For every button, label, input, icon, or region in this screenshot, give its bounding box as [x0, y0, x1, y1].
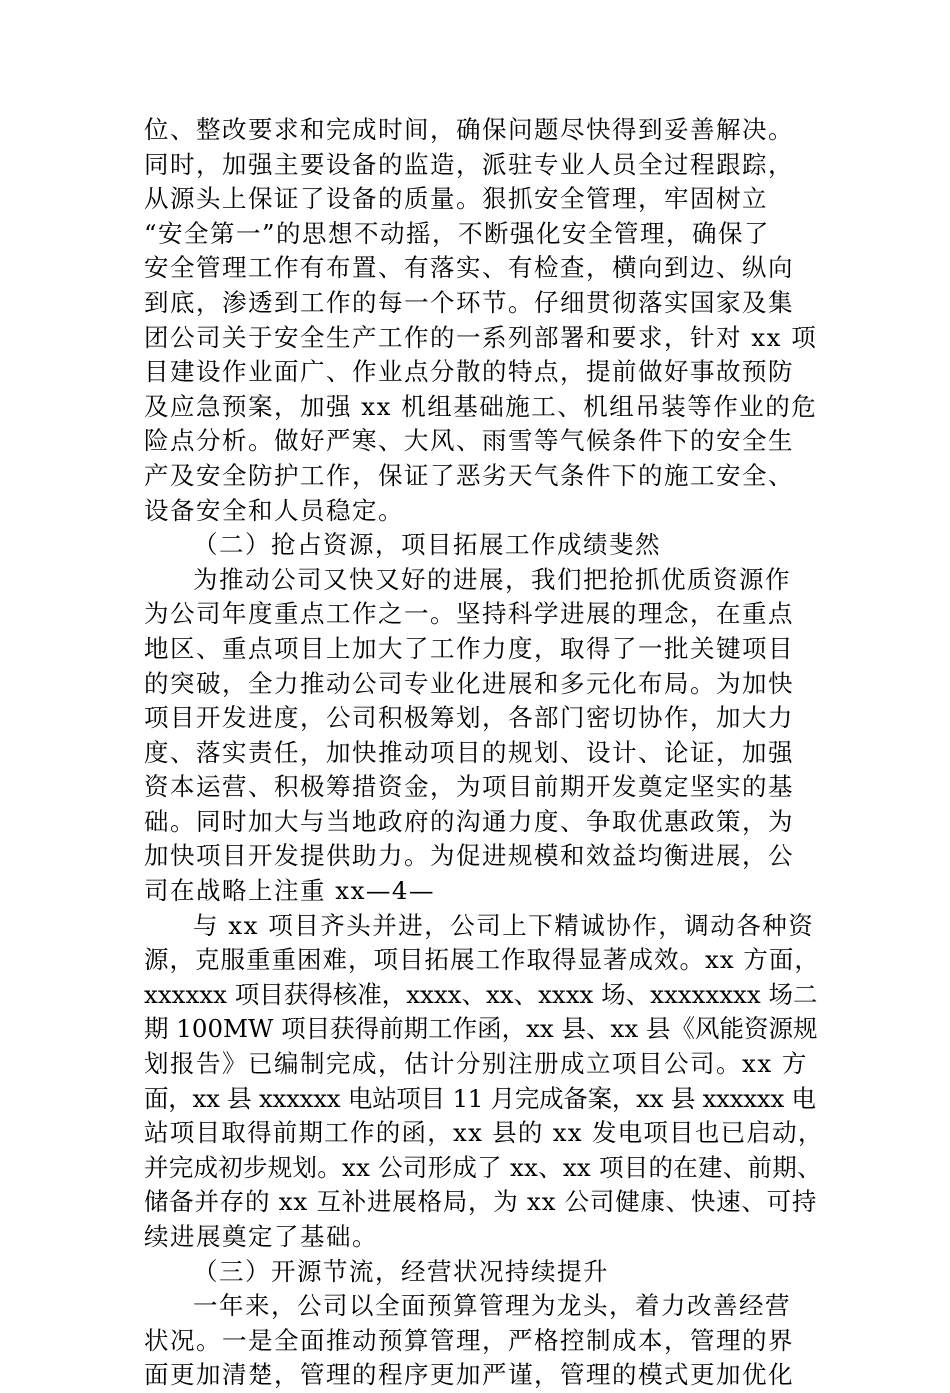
text-line: 站项目取得前期工作的函，xx 县的 xx 发电项目也已启动，	[144, 1118, 824, 1148]
text-line: 状况。一是全面推动预算管理，严格控制成本，管理的界	[144, 1325, 794, 1355]
document-body	[144, 113, 824, 1393]
text-line: 安全管理工作有布置、有落实、有检查，横向到边、纵向	[144, 253, 794, 283]
text-line: 地区、重点项目上加大了工作力度，取得了一批关键项目	[144, 633, 794, 663]
text-line: 目建设作业面广、作业点分散的特点，提前做好事故预防	[144, 357, 794, 387]
text-line: 为公司年度重点工作之一。坚持科学进展的理念，在重点	[144, 599, 794, 629]
text-line: （二）抢占资源，项目拓展工作成绩斐然	[193, 530, 661, 560]
text-line: 面，xx 县 xxxxxx 电站项目 11 月完成备案，xx 县 xxxxxx 电	[144, 1083, 816, 1113]
text-line: 度、落实责任，加快推动项目的规划、设计、论证，加强	[144, 737, 794, 767]
text-line: 及应急预案，加强 xx 机组基础施工、机组吊装等作业的危	[144, 391, 818, 421]
text-line: 到底，渗透到工作的每一个环节。仔细贯彻落实国家及集	[144, 287, 794, 317]
text-line: （三）开源节流，经营状况持续提升	[193, 1256, 609, 1286]
text-line: 源，克服重重困难，项目拓展工作取得显著成效。xx 方面，	[144, 945, 820, 975]
text-line: “安全第一”的思想不动摇，不断强化安全管理，确保了	[144, 218, 771, 248]
text-line: 为推动公司又快又好的进展，我们把抢抓优质资源作	[193, 564, 791, 594]
text-line: 位、整改要求和完成时间，确保问题尽快得到妥善解决。	[144, 115, 794, 144]
text-line: 础。同时加大与当地政府的沟通力度、争取优惠政策，为	[144, 806, 794, 836]
text-line: 并完成初步规划。xx 公司形成了 xx、xx 项目的在建、前期、	[144, 1152, 822, 1182]
text-line: 项目开发进度，公司积极筹划，各部门密切协作，加大力	[144, 703, 794, 733]
text-line: 从源头上保证了设备的质量。狠抓安全管理，牢固树立	[144, 184, 768, 214]
text-line: 资本运营、积极筹措资金，为项目前期开发奠定坚实的基	[144, 772, 794, 802]
text-line: 产及安全防护工作，保证了恶劣天气条件下的施工安全、	[144, 460, 794, 490]
text-line: 司在战略上注重 xx—4—	[144, 876, 436, 906]
text-line: 与 xx 项目齐头并进，公司上下精诚协作，调动各种资	[193, 910, 815, 940]
text-line: xxxxxx 项目获得核准，xxxx、xx、xxxx 场、xxxxxxxx 场二	[144, 979, 818, 1009]
text-line: 团公司关于安全生产工作的一系列部署和要求，针对 xx 项	[144, 322, 818, 352]
text-line: 续进展奠定了基础。	[144, 1222, 378, 1251]
text-line: 险点分析。做好严寒、大风、雨雪等气候条件下的安全生	[144, 426, 794, 456]
text-line: 一年来，公司以全面预算管理为龙头，着力改善经营	[193, 1291, 791, 1321]
text-line: 的突破，全力推动公司专业化进展和多元化布局。为加快	[144, 668, 794, 698]
text-line: 同时，加强主要设备的监造，派驻专业人员全过程跟踪，	[144, 149, 794, 179]
text-line: 加快项目开发提供助力。为促进规模和效益均衡进展，公	[144, 841, 794, 871]
text-line: 储备并存的 xx 互补进展格局，为 xx 公司健康、快速、可持	[144, 1187, 818, 1217]
text-line: 面更加清楚，管理的程序更加严谨，管理的模式更加优化	[144, 1360, 794, 1390]
text-line: 划报告》已编制完成，估计分别注册成立项目公司。xx 方	[144, 1049, 808, 1079]
text-line: 设备安全和人员稳定。	[144, 495, 404, 525]
text-line: 期 100MW 项目获得前期工作函，xx 县、xx 县《风能资源规	[144, 1014, 818, 1044]
